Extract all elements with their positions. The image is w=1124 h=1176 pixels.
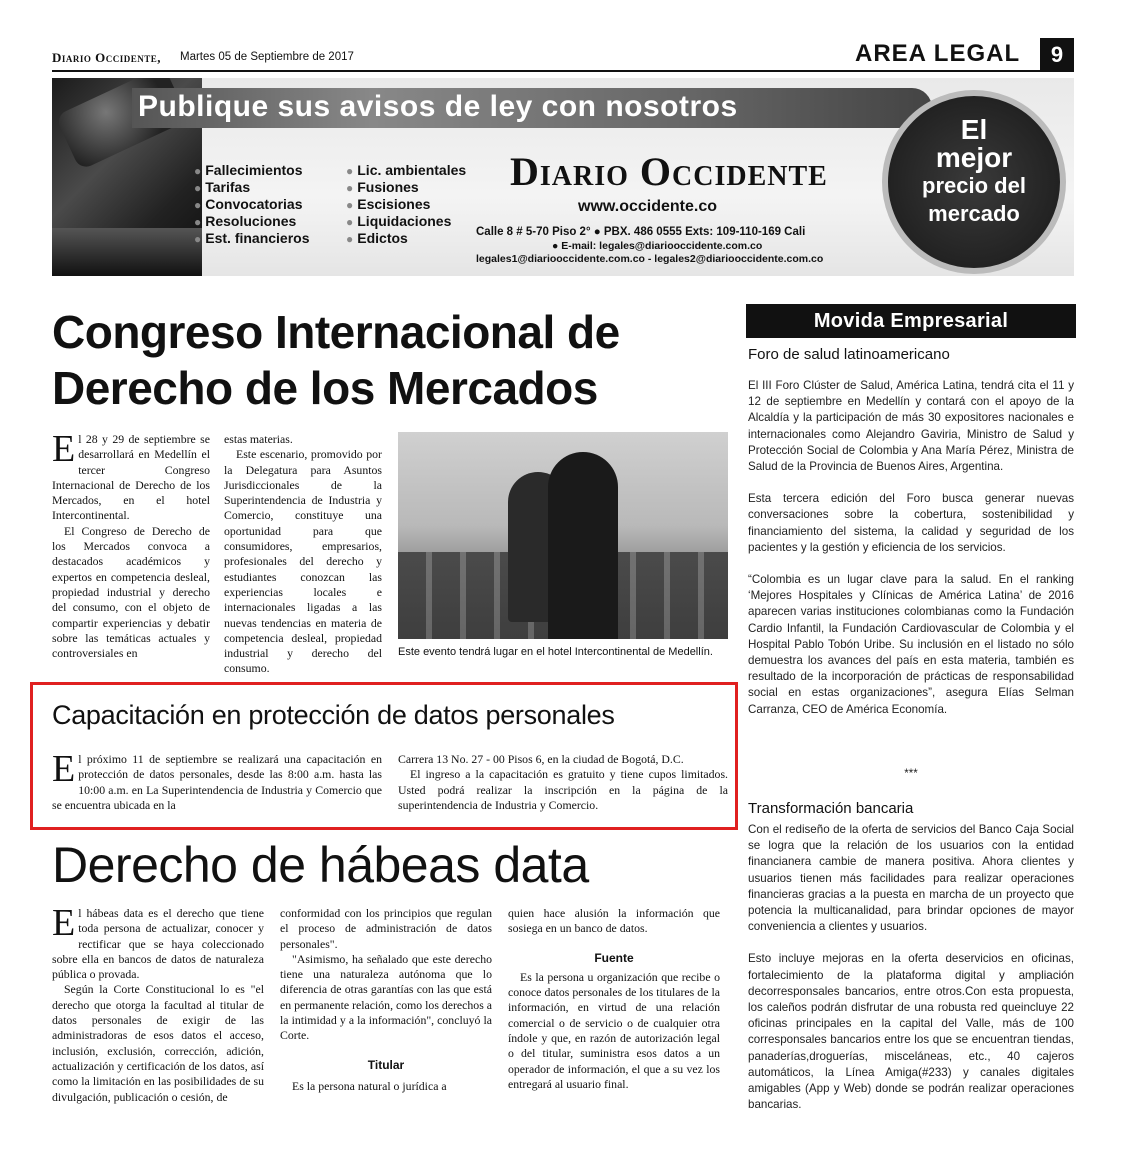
paragraph: Este escenario, promovido por la Delegatura para Asuntos Jurisdiccionales de la Superintendencia de Industria y Comercio, constituye una oportunidad para que consumidores, empresarios, profesionales del derecho y estudiantes conozcan las experiencias locales e internacionales ligadas a las nuevas tendencias en materia de competencia desleal, propiedad industrial y derecho del consumo. — [224, 447, 382, 676]
paragraph: l hábeas data es el derecho que tiene toda persona de actualizar, conocer y rectificar que se haya coleccionado sobre ella en bancos de datos de naturaleza pública o provada. — [52, 906, 264, 982]
article-habeas-col3 — [508, 906, 720, 1092]
subhead-titular: Titular — [367, 1057, 405, 1072]
sidebar-title: Movida Empresarial — [746, 304, 1076, 338]
article-congreso-col2 — [224, 432, 382, 680]
service-item: ● Resoluciones — [194, 213, 310, 230]
best-price-badge — [882, 90, 1066, 274]
service-item: ● Edictos — [346, 230, 466, 247]
banner-headline: Publique sus avisos de ley con nosotros — [138, 90, 738, 123]
article-congreso-title: Congreso Internacional de Derecho de los Mercados — [52, 306, 620, 414]
sidebar-foro-text — [748, 378, 1074, 734]
service-item: ● Est. financieros — [194, 230, 310, 247]
photo-caption — [398, 646, 728, 660]
paragraph: Con el rediseño de la oferta de servicios del Banco Caja Social se logra que la relación de los usuarios con la entidad financianera cambie de manera positiva. Ahora clientes y usuarios tienen más facilidades para realizar operaciones financieras gracias a la puesta en marcha de un proyecto que potencia la multicanalidad, para brindar opciones de mayor conveniencia a clientes y usuarios. — [748, 823, 1074, 934]
issue-date: Martes 05 de Septiembre de 2017 — [180, 51, 354, 63]
dropcap: E — [52, 432, 76, 470]
gavel-block-icon — [52, 228, 202, 276]
paragraph: Es la persona natural o jurídica a — [292, 1078, 447, 1093]
paragraph: Esto incluye mejoras en la oferta deservicios en oficinas, fortalecimiento de la plataforma digital y ampliación decorresponsales bancarios, entre otros.Con esta propuesta, los caleños podrán disfrutar de una robusta red queincluye 22 oficinas principales en la capital del Valle, más de 100 corresponsales bancarios entre los que se encuentran tiendas, panaderías,droguerías, misceláneas, etc., 40 cajeros automáticos, la Línea Amiga(#233) y canales digitales amigables (App y Web) donde se podrán realizar operaciones bancarias. — [748, 952, 1074, 1112]
article-congreso-col1 — [52, 432, 210, 680]
contact-email-secondary[interactable]: legales1@diariooccidente.com.co - legales2@diariooccidente.com.co — [476, 253, 824, 265]
paragraph: l próximo 11 de septiembre se realizará una capacitación en protección de datos personales, desde las 8:00 a.m. hasta las 10:00 a.m. en La Superintendencia de Industria y Comercio que se encuentra ubicada en la — [52, 752, 382, 812]
contact-address: Calle 8 # 5-70 Piso 2° ● PBX. 486 0555 Exts: 109-110-169 Cali — [476, 226, 806, 238]
paragraph: estas materias. — [224, 432, 293, 446]
page-number: 9 — [1040, 38, 1074, 72]
paragraph: l 28 y 29 de septiembre se desarrollará en Medellín el tercer Congreso Internacional de Derecho de los Mercados, en el hotel Intercontinental. — [52, 432, 210, 523]
caption-text: tendrá lugar en el hotel Intercontinental de Medellín. — [456, 646, 713, 658]
service-item: ● Escisiones — [346, 196, 466, 213]
article-habeas-col2 — [280, 906, 492, 1094]
header-rule — [52, 70, 1040, 72]
diario-occidente-logo: Diario Occidente — [510, 149, 828, 194]
paragraph: El ingreso a la capacitación es gratuito y tiene cupos limitados. Usted podrá realizar la inscripción en la página de la superintendencia de Industria y Comercio. — [398, 767, 728, 812]
paragraph: Es la persona u organización que recibe o conoce datos personales de los titulares de la información, en virtud de una relación comercial o de servicio o de cualquier otra índole y que, en razón de autorización legal o del titular, suministra esos datos a un operador de información, el que a su vez los entregará al usuario final. — [508, 969, 720, 1091]
sidebar-subtitle-banca: Transformación bancaria — [748, 800, 914, 817]
sidebar-banca-text — [748, 822, 1074, 1129]
paragraph: El Congreso de Derecho de los Mercados convoca a destacados académicos y expertos en competencia desleal, propiedad industrial y derecho del consumo, con el objeto de compartir experiencias y debatir sobre las temáticas actuales y controversiales en — [52, 523, 210, 661]
service-item: ● Lic. ambientales — [346, 162, 466, 179]
paragraph: quien hace alusión la información que sosiega en un banco de datos. — [508, 906, 720, 936]
badge-line: precio del — [922, 173, 1026, 198]
service-item: ● Tarifas — [194, 179, 310, 196]
services-list-left — [194, 162, 310, 247]
advertisement-banner — [52, 78, 1074, 276]
contact-email[interactable]: ● E-mail: legales@diariooccidente.com.co — [552, 240, 763, 252]
paragraph: "Asimismo, ha señalado que este derecho tiene una naturaleza autónoma que lo diferencia de otras garantías con las que está en permanente relación, como los derechos a la intimidad y a la información", concluyó la Corte. — [280, 951, 492, 1043]
paragraph: Carrera 13 No. 27 - 00 Pisos 6, en la ciudad de Bogotá, D.C. — [398, 752, 684, 766]
subhead-fuente: Fuente — [594, 950, 634, 965]
caption-lead: Este evento — [398, 646, 457, 658]
article-capacitacion-col1 — [52, 748, 382, 813]
article-capacitacion-title: Capacitación en protección de datos personales — [52, 700, 615, 730]
badge-line: El — [960, 114, 988, 145]
services-list-right — [346, 162, 466, 247]
sidebar-separator: *** — [904, 767, 918, 780]
service-item: ● Liquidaciones — [346, 213, 466, 230]
service-item: ● Fusiones — [346, 179, 466, 196]
dropcap: E — [52, 906, 76, 944]
conference-photo — [398, 432, 728, 639]
service-item: ● Fallecimientos — [194, 162, 310, 179]
paragraph: El III Foro Clúster de Salud, América Latina, tendrá cita el 11 y 12 de septiembre en Medellín y contará con el apoyo de la Alcaldía y la participación de más 30 expositores nacionales e internacionales como Alejandro Gaviria, Ministro de Salud y Protección Social de Colombia y Ana María Pérez, Ministra de Salud de la Provincia de Buenos Aires, Argentina. — [748, 379, 1074, 474]
article-capacitacion-col2 — [398, 752, 728, 813]
paragraph: Según la Corte Constitucional lo es "el derecho que otorga la facultad al titular de datos personales de exigir de las administradoras de esos datos el acceso, inclusión, exclusión, corrección, adición, actualización y certificación de los datos, así como la limitación en las posibilidades de su divulgación, publicación o cesión, de — [52, 982, 264, 1104]
article-habeas-col1 — [52, 906, 264, 1136]
service-item: ● Convocatorias — [194, 196, 310, 213]
newspaper-name: Diario Occidente, — [52, 50, 162, 65]
section-title: AREA LEGAL — [855, 40, 1021, 67]
badge-line: mercado — [928, 201, 1020, 226]
website-link[interactable]: www.occidente.co — [578, 198, 717, 215]
paragraph: “Colombia es un lugar clave para la salud. En el ranking ‘Mejores Hospitales y Clínicas de América Latina’ de 2016 aparecen varias instituciones colombianas como la Fundación Cardio Infantil, la Fundación Cardiovascular de Colombia y el Hospital Pablo Tobón Uribe. Su inclusión en el listado no sólo demuestra los avances del país en esta materia, también es resultado de la incorporación de prácticas de responsabilidad social en estas organizaciones”, asegura Elías Selman Carranza, CEO de América Economía. — [748, 573, 1074, 716]
paragraph: conformidad con los principios que regulan el proceso de administración de datos personales". — [280, 906, 492, 951]
sidebar-subtitle-foro: Foro de salud latinoamericano — [748, 346, 950, 363]
article-habeas-title: Derecho de hábeas data — [52, 837, 589, 893]
dropcap: E — [52, 748, 76, 790]
paragraph: Esta tercera edición del Foro busca generar nuevas conversaciones sobre la cobertura, sostenibilidad y financiamiento del sistema, la calidad y seguridad de los pacientes y la gestión y eficiencia de los servicios. — [748, 492, 1074, 554]
person-silhouette — [548, 452, 618, 639]
badge-line: mejor — [935, 142, 1013, 173]
